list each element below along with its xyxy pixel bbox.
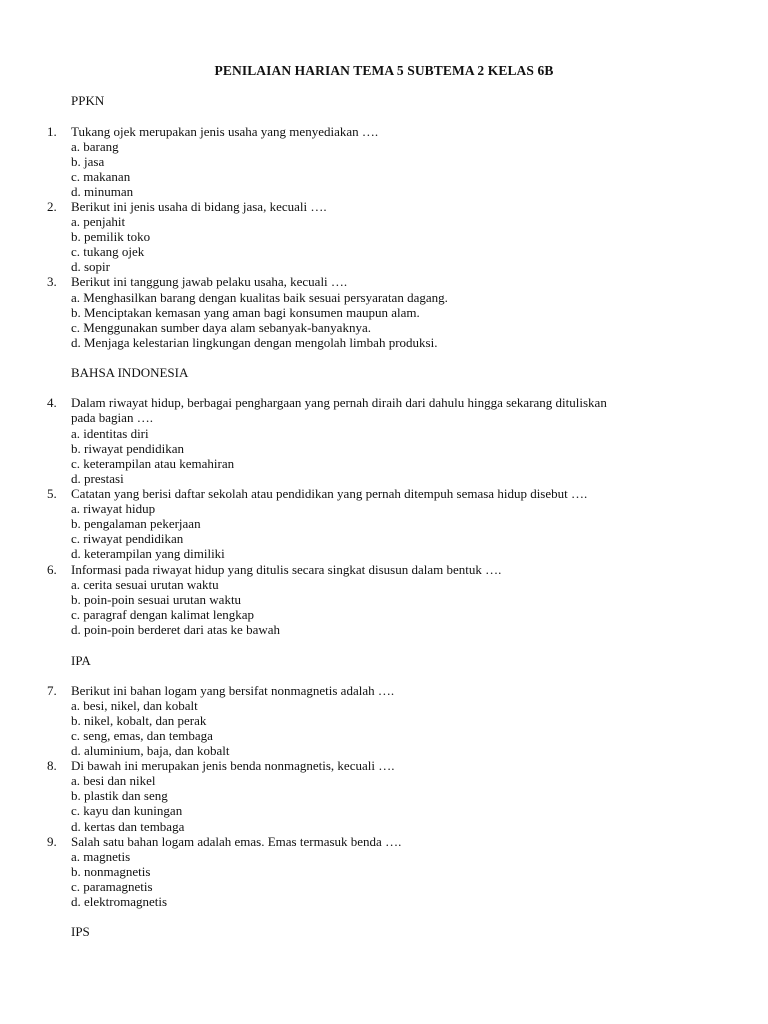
- question-text: Salah satu bahan logam adalah emas. Emas termasuk benda ….: [71, 834, 402, 849]
- question-text: Berikut ini jenis usaha di bidang jasa, kecuali ….: [71, 199, 327, 214]
- option: a. magnetis: [71, 849, 131, 864]
- option: a. identitas diri: [71, 426, 149, 441]
- option: d. sopir: [71, 259, 110, 274]
- option: b. pengalaman pekerjaan: [71, 516, 201, 531]
- option: d. Menjaga kelestarian lingkungan dengan mengolah limbah produksi.: [71, 335, 438, 350]
- option: c. tukang ojek: [71, 244, 145, 259]
- option: b. jasa: [71, 154, 105, 169]
- option: b. Menciptakan kemasan yang aman bagi konsumen maupun alam.: [71, 305, 420, 320]
- question-number: 8.: [47, 758, 57, 773]
- option: a. besi dan nikel: [71, 773, 156, 788]
- question-text-continuation: pada bagian ….: [71, 410, 153, 425]
- question-number: 5.: [47, 486, 57, 501]
- option: c. Menggunakan sumber daya alam sebanyak-banyaknya.: [71, 320, 371, 335]
- question-number: 6.: [47, 562, 57, 577]
- section-heading-bahasa-indonesia: BAHSA INDONESIA: [71, 365, 189, 380]
- section-heading-ips: IPS: [71, 924, 90, 939]
- option: a. barang: [71, 139, 119, 154]
- option: c. keterampilan atau kemahiran: [71, 456, 235, 471]
- option: b. pemilik toko: [71, 229, 151, 244]
- question-text: Berikut ini tanggung jawab pelaku usaha, kecuali ….: [71, 274, 348, 289]
- question-number: 3.: [47, 274, 57, 289]
- option: a. cerita sesuai urutan waktu: [71, 577, 219, 592]
- option: c. paramagnetis: [71, 879, 153, 894]
- question-number: 4.: [47, 395, 57, 410]
- option: d. prestasi: [71, 471, 124, 486]
- question-number: 9.: [47, 834, 57, 849]
- option: d. keterampilan yang dimiliki: [71, 546, 225, 561]
- question-number: 2.: [47, 199, 57, 214]
- option: a. besi, nikel, dan kobalt: [71, 698, 198, 713]
- question-text: Berikut ini bahan logam yang bersifat nonmagnetis adalah ….: [71, 683, 395, 698]
- option: c. seng, emas, dan tembaga: [71, 728, 213, 743]
- document-title: PENILAIAN HARIAN TEMA 5 SUBTEMA 2 KELAS 6B: [214, 63, 554, 78]
- question-text: Dalam riwayat hidup, berbagai penghargaan yang pernah diraih dari dahulu hingga sekarang dituliskan: [71, 395, 607, 410]
- option: c. makanan: [71, 169, 131, 184]
- option: c. paragraf dengan kalimat lengkap: [71, 607, 254, 622]
- option: b. nonmagnetis: [71, 864, 151, 879]
- option: b. riwayat pendidikan: [71, 441, 184, 456]
- option: c. kayu dan kuningan: [71, 803, 183, 818]
- option: d. elektromagnetis: [71, 894, 168, 909]
- option: d. poin-poin berderet dari atas ke bawah: [71, 622, 281, 637]
- option: d. aluminium, baja, dan kobalt: [71, 743, 230, 758]
- option: b. poin-poin sesuai urutan waktu: [71, 592, 242, 607]
- option: d. minuman: [71, 184, 134, 199]
- option: a. Menghasilkan barang dengan kualitas baik sesuai persyaratan dagang.: [71, 290, 448, 305]
- option: a. penjahit: [71, 214, 126, 229]
- question-text: Di bawah ini merupakan jenis benda nonmagnetis, kecuali ….: [71, 758, 395, 773]
- section-heading-ipa: IPA: [71, 653, 91, 668]
- option: b. plastik dan seng: [71, 788, 168, 803]
- question-text: Tukang ojek merupakan jenis usaha yang menyediakan ….: [71, 124, 379, 139]
- option: d. kertas dan tembaga: [71, 819, 185, 834]
- option: c. riwayat pendidikan: [71, 531, 184, 546]
- question-text: Informasi pada riwayat hidup yang ditulis secara singkat disusun dalam bentuk ….: [71, 562, 502, 577]
- section-heading-ppkn: PPKN: [71, 93, 105, 108]
- question-number: 1.: [47, 124, 57, 139]
- question-text: Catatan yang berisi daftar sekolah atau pendidikan yang pernah ditempuh semasa hidup disebut ….: [71, 486, 588, 501]
- question-number: 7.: [47, 683, 57, 698]
- option: b. nikel, kobalt, dan perak: [71, 713, 207, 728]
- option: a. riwayat hidup: [71, 501, 156, 516]
